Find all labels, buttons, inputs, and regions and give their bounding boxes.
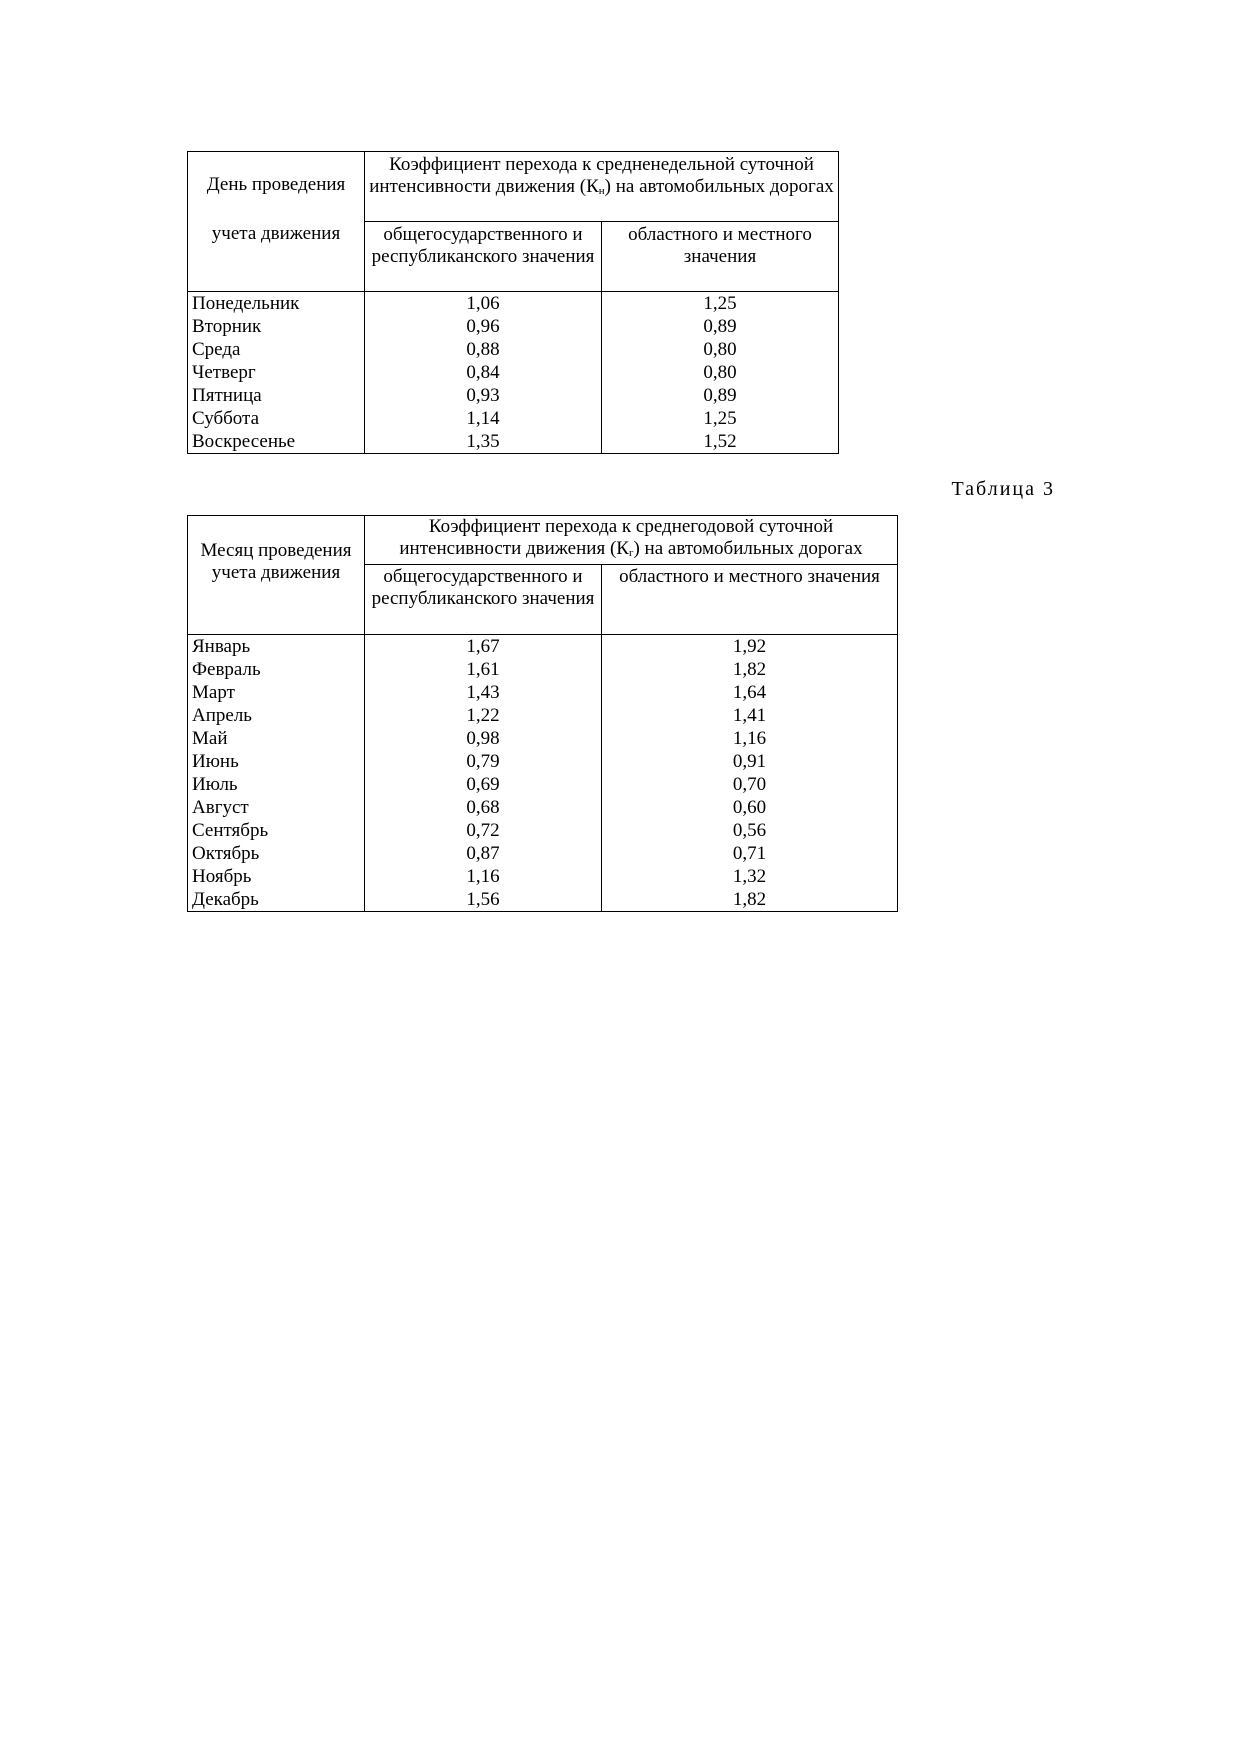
month-row-label: Апрель	[188, 704, 365, 727]
month-row	[188, 796, 898, 819]
month-row-national-value: 1,61	[365, 658, 602, 681]
month-row-regional-value: 1,41	[602, 704, 898, 727]
month-row-regional-value: 1,64	[602, 681, 898, 704]
weekday-row-label: Вторник	[188, 315, 365, 338]
table-caption: Таблица 3	[951, 478, 1055, 500]
month-row-regional-value: 1,82	[602, 658, 898, 681]
month-row	[188, 750, 898, 773]
month-row-national-value: 1,16	[365, 865, 602, 888]
weekly-table-body	[188, 292, 839, 454]
month-row-regional-value: 1,92	[602, 635, 898, 659]
weekday-row-national-value: 1,06	[365, 292, 602, 316]
month-row-national-value: 0,98	[365, 727, 602, 750]
month-row	[188, 888, 898, 912]
weekday-row	[188, 361, 839, 384]
month-row	[188, 773, 898, 796]
month-row-label: Ноябрь	[188, 865, 365, 888]
day-header-line1: День проведения	[206, 174, 346, 195]
weekday-row-national-value: 1,14	[365, 407, 602, 430]
weekday-row-regional-value: 1,52	[602, 430, 839, 454]
yearly-table-header	[188, 516, 898, 635]
weekly-table-header	[188, 152, 839, 292]
month-row-national-value: 1,22	[365, 704, 602, 727]
weekday-row	[188, 292, 839, 316]
month-row	[188, 819, 898, 842]
weekly-coefficient-title	[365, 152, 839, 222]
weekly-coef-subscript: н	[598, 185, 605, 197]
month-row-national-value: 1,56	[365, 888, 602, 912]
weekday-row-national-value: 0,96	[365, 315, 602, 338]
yearly-coefficient-title	[365, 516, 898, 565]
month-row	[188, 704, 898, 727]
month-header-cell: Месяц проведения учета движения	[188, 516, 365, 635]
weekday-row-regional-value: 1,25	[602, 407, 839, 430]
month-row-label: Июнь	[188, 750, 365, 773]
weekday-row-national-value: 1,35	[365, 430, 602, 454]
weekday-row-label: Пятница	[188, 384, 365, 407]
yearly-coef-subscript: г	[628, 547, 634, 559]
weekday-row	[188, 338, 839, 361]
month-row	[188, 681, 898, 704]
weekly-coef-title-after: ) на автомобильных дорогах	[604, 176, 834, 197]
month-row-label: Август	[188, 796, 365, 819]
month-row-label: Февраль	[188, 658, 365, 681]
weekday-row-national-value: 0,93	[365, 384, 602, 407]
month-row-regional-value: 1,16	[602, 727, 898, 750]
weekday-row-label: Четверг	[188, 361, 365, 384]
month-row-regional-value: 0,56	[602, 819, 898, 842]
weekday-row	[188, 315, 839, 338]
weekly-coef-title-before: Коэффициент перехода к средненедельной суточной интенсивности движения (К	[369, 154, 814, 197]
month-row-national-value: 1,43	[365, 681, 602, 704]
weekday-row	[188, 384, 839, 407]
weekday-row-label: Воскресенье	[188, 430, 365, 454]
month-row-national-value: 0,72	[365, 819, 602, 842]
weekday-row-label: Суббота	[188, 407, 365, 430]
yearly-coef-title-before: Коэффициент перехода к среднегодовой суточной интенсивности движения (К	[399, 516, 834, 559]
weekly-coefficient-table	[187, 151, 839, 454]
month-row-national-value: 1,67	[365, 635, 602, 659]
weekly-col-regional-header: областного и местного значения	[602, 222, 839, 292]
weekday-row	[188, 407, 839, 430]
month-row-national-value: 0,68	[365, 796, 602, 819]
month-row-national-value: 0,87	[365, 842, 602, 865]
month-row	[188, 635, 898, 659]
month-row	[188, 842, 898, 865]
month-row-regional-value: 1,82	[602, 888, 898, 912]
weekday-row-national-value: 0,88	[365, 338, 602, 361]
weekday-row-label: Среда	[188, 338, 365, 361]
yearly-coef-title-after: ) на автомобильных дорогах	[633, 538, 863, 559]
month-row-label: Май	[188, 727, 365, 750]
month-row-national-value: 0,69	[365, 773, 602, 796]
month-row-regional-value: 0,70	[602, 773, 898, 796]
weekday-row-regional-value: 0,89	[602, 315, 839, 338]
month-row-label: Декабрь	[188, 888, 365, 912]
month-row-regional-value: 0,71	[602, 842, 898, 865]
month-row	[188, 865, 898, 888]
weekday-row-regional-value: 1,25	[602, 292, 839, 316]
yearly-table-body	[188, 635, 898, 912]
month-row-national-value: 0,79	[365, 750, 602, 773]
yearly-col-national-header: общегосударственного и республиканского значения	[365, 565, 602, 635]
month-row-regional-value: 0,60	[602, 796, 898, 819]
month-row-label: Январь	[188, 635, 365, 659]
month-row-label: Июль	[188, 773, 365, 796]
weekday-row-regional-value: 0,80	[602, 338, 839, 361]
month-row-regional-value: 1,32	[602, 865, 898, 888]
yearly-coefficient-table	[187, 515, 898, 912]
weekday-row-regional-value: 0,80	[602, 361, 839, 384]
month-row-label: Октябрь	[188, 842, 365, 865]
month-row-label: Сентябрь	[188, 819, 365, 842]
yearly-col-regional-header: областного и местного значения	[602, 565, 898, 635]
month-row-label: Март	[188, 681, 365, 704]
day-header-line2: учета движения	[211, 223, 341, 244]
month-row	[188, 658, 898, 681]
month-row	[188, 727, 898, 750]
weekday-row-regional-value: 0,89	[602, 384, 839, 407]
weekday-row-national-value: 0,84	[365, 361, 602, 384]
weekday-row	[188, 430, 839, 454]
weekly-col-national-header: общегосударственного и республиканского значения	[365, 222, 602, 292]
month-row-regional-value: 0,91	[602, 750, 898, 773]
weekday-row-label: Понедельник	[188, 292, 365, 316]
day-header-cell	[188, 152, 365, 292]
